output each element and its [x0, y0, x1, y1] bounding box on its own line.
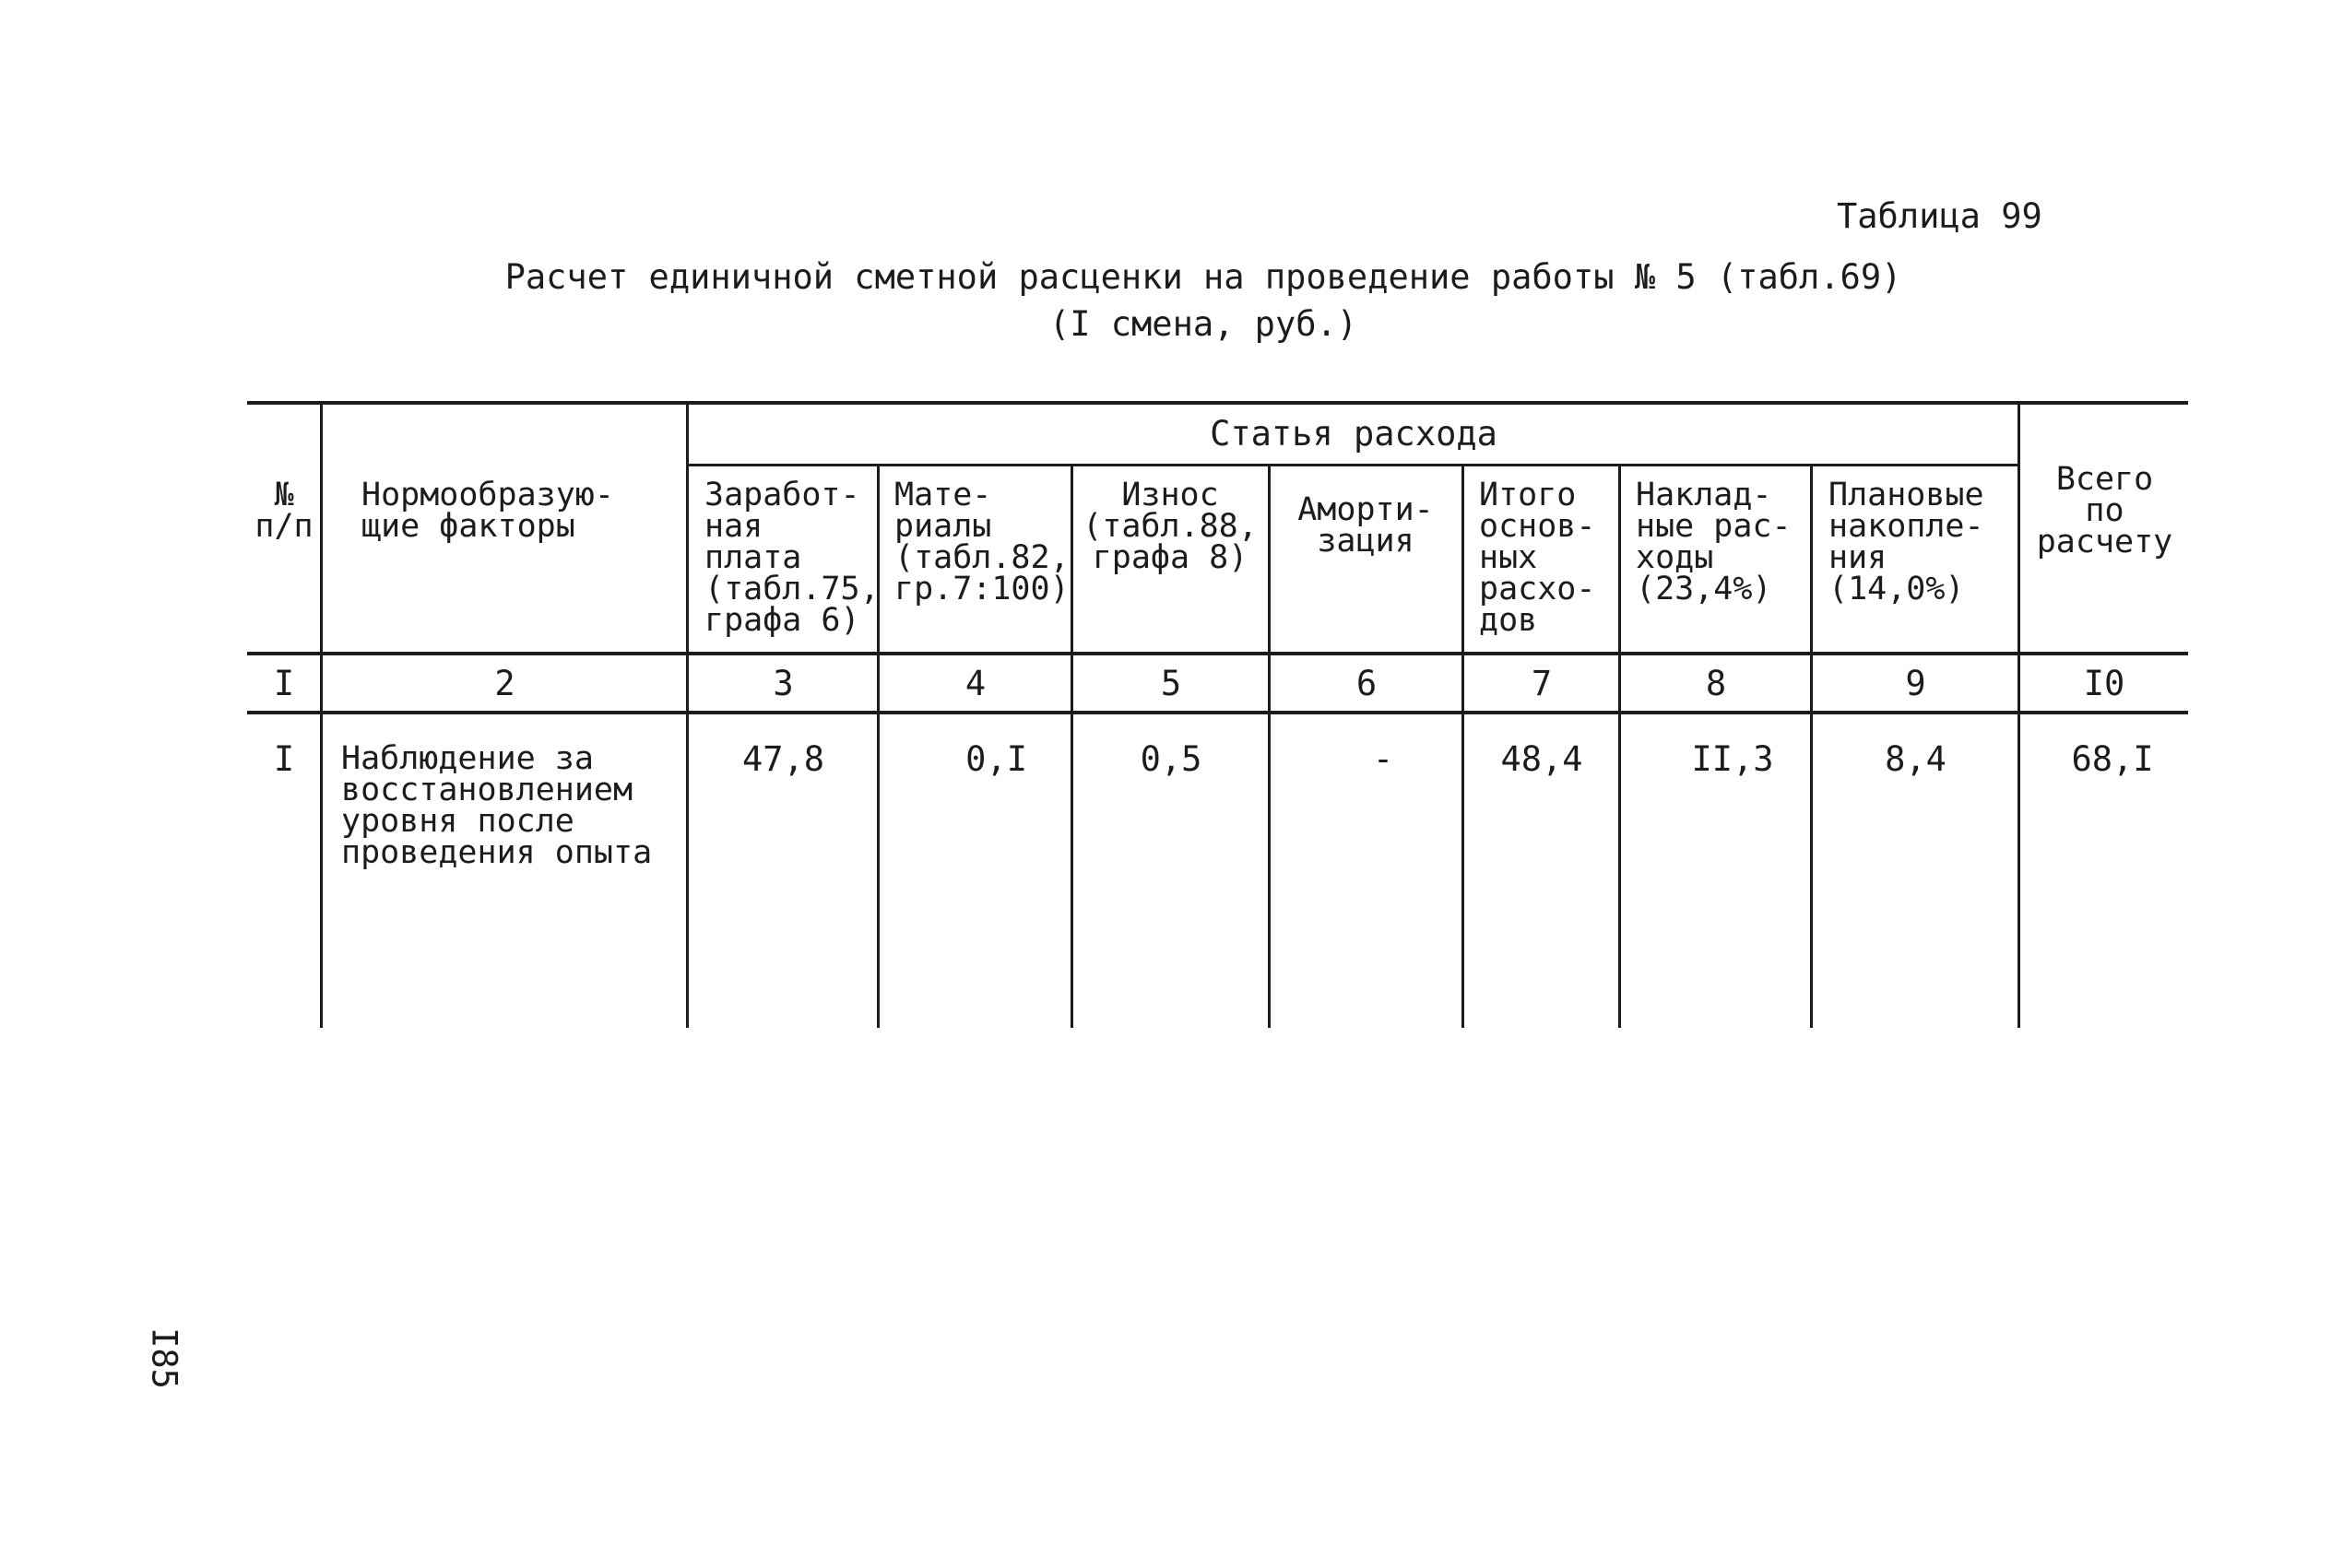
- col-number: 6: [1355, 664, 1378, 703]
- header-overhead: Наклад- ные рас- ходы (23,4%): [1636, 477, 1792, 607]
- col-number: 8: [1705, 664, 1727, 703]
- header-wear: Износ (табл.88, графа 8): [1083, 477, 1258, 576]
- cell-grand: 68,I: [2071, 739, 2154, 779]
- col-divider: [686, 403, 689, 1028]
- header-bottom-rule: [247, 652, 2188, 655]
- col-number: 9: [1905, 664, 1926, 703]
- col-number: I0: [2083, 664, 2125, 703]
- header-total-basic: Итого основ- ных расхо- дов: [1479, 477, 1596, 639]
- col-number: 4: [964, 664, 987, 703]
- cell-wear: 0,5: [1140, 739, 1202, 779]
- group-underline: [687, 464, 2019, 466]
- header-group: Статья расхода: [1210, 414, 1497, 454]
- cell-wage: 47,8: [741, 739, 825, 779]
- page-number: I85: [144, 1327, 184, 1389]
- header-planned: Плановые накопле- ния (14,0%): [1828, 477, 1984, 607]
- col-number: 3: [773, 664, 794, 703]
- header-num: № п/п: [254, 477, 314, 545]
- numbers-bottom-rule: [247, 711, 2188, 714]
- col-number: 2: [494, 664, 515, 703]
- col-number: 7: [1531, 664, 1553, 703]
- table-title: Расчет единичной сметной расценки на проведение работы № 5 (табл.69): [504, 257, 1902, 297]
- col-number: 5: [1160, 664, 1182, 703]
- cell-planned: 8,4: [1885, 739, 1946, 779]
- cell-overhead: II,3: [1691, 739, 1774, 779]
- header-amort: Аморти- зация: [1297, 491, 1434, 560]
- header-grand: Всего по расчету: [2036, 461, 2173, 560]
- table-label: Таблица 99: [1837, 196, 2042, 236]
- cell-amort: -: [1372, 739, 1394, 779]
- header-factors: Нормообразую- щие факторы: [361, 477, 614, 545]
- table-top-rule: [247, 401, 2188, 405]
- cell-materials: 0,I: [965, 739, 1027, 779]
- header-materials: Мате- риалы (табл.82, гр.7:100): [894, 477, 1070, 607]
- row-num: I: [273, 739, 295, 779]
- cell-total-basic: 48,4: [1500, 739, 1583, 779]
- header-wage: Заработ- ная плата (табл.75, графа 6): [704, 477, 880, 639]
- row-factors: Наблюдение за восстановлением уровня после проведения опыта: [341, 740, 653, 871]
- col-number: I: [273, 664, 295, 703]
- table-subtitle: (I смена, руб.): [1048, 304, 1358, 344]
